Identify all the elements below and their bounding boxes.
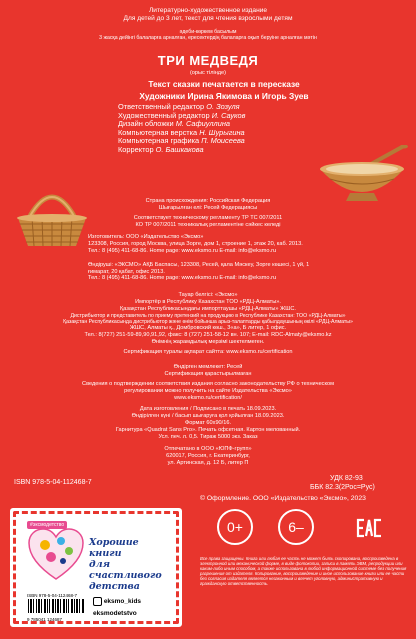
instagram-icon (93, 597, 102, 606)
promo-card (10, 508, 182, 627)
subtitle: (орыс тілінде) (189, 70, 227, 76)
print-info-line: Гарнитура «Quadrat Sans Pro». Печать офсетная. Картон мелованный. (115, 427, 301, 433)
retelling-note: Текст сказки печатается в пересказе (148, 79, 300, 89)
printer-line: ул. Артинская, д. 12 Б, литер П (167, 460, 249, 466)
credit-row: Компьютерная графика П. Моисеева (118, 136, 245, 146)
promo-handle-site: eksmodetstvo (93, 610, 137, 617)
manufacturer-l2: 123308, Россия, город Москва, улица Зорге, дом 1, строение 1, этаж 20, каб. 2013. (88, 241, 303, 247)
bowl-illustration (316, 145, 408, 203)
artists-line: Художники Ирина Якимова и Игорь Зуев (139, 91, 309, 101)
print-info-line: Дата изготовления / Подписано в печать 18.09.2023. (139, 406, 277, 412)
promo-barcode-digits: 9 785041 124687 (27, 617, 63, 622)
importer-line: Қазақстан Республикасындағы импорттаушы «РДЦ-Алматы» ЖШС. (120, 306, 296, 312)
age-rating-badge: 0+ (217, 509, 253, 545)
legal-disclaimer: Все права защищены. Книга или любая ее часть не может быть скопирована, воспроизведена в электронной или механической форме, в виде фотокопии, записи в память ЭВМ, репродукции или каким-либо иным способом, а также использована в любой информационной системе без получения разрешения от издателя. Копирование, воспроизведение и иное использование книги или ее части без согласия издателя является незаконным и влечет уголовную, административную и гражданскую ответственность. (200, 556, 407, 587)
importer-line: Өнімнің жарамдылық мерзімі шектелмеген. (151, 339, 265, 345)
origin-kz: Шығарылған елі: Ресей Федерациясы (158, 205, 258, 211)
compliance-l2: КО ТР 007/2011 техникалық регламентіне сәйкес келеді (135, 222, 281, 228)
importer-line: Қазақстан Республикасында дистрибьютор және өнім бойынша арыз-талаптарды қабылдаушының өкілі «РДЦ-Алматы» (63, 319, 353, 325)
certification-not-required: Сертификация қарастырылмаған (164, 371, 252, 377)
importer-line: Тауар белгісі: «Эксмо» (178, 292, 238, 298)
age-rating-badge: 6– (278, 509, 314, 545)
print-info-line: Өндірілген күні / басып шығаруға қол қойылған 18.09.2023. (131, 413, 285, 419)
credit-row: Компьютерная верстка Н. Шурыгина (118, 127, 245, 137)
importer-line: Тел.: 8(727) 251-59-89,90,91,92, факс: 8 (727) 251-58-12 вн. 107; E-mail: RDC-Almaty@eksmo.kz (84, 332, 332, 338)
udk: УДК 82-93 (330, 475, 363, 482)
credits-block (118, 103, 246, 155)
compliance-l1: Соответствует техническому регламенту ТР ТС 007/2011 (133, 215, 283, 221)
printer-line: 620017, Россия, г. Екатеринбург, (166, 453, 250, 459)
copyright: © Оформление. ООО «Издательство «Эксмо», 2023 (200, 495, 366, 502)
printer-line: Отпечатано в ООО «ЮПФ-групп» (164, 446, 252, 452)
importer-line: Импортёр в Республику Казахстан ТОО «РДЦ-Алматы». (135, 299, 281, 305)
credit-row: Художественный редактор И. Сауков (118, 110, 246, 120)
header-line1: Литературно-художественное издание (148, 7, 268, 14)
origin-ru: Страна происхождения: Российская Федерация (145, 198, 271, 204)
importer-line: Дистрибьютор и представитель по приему претензий на продукцию в Республике Казахстан: ТОО «РДЦ-Алматы» (70, 313, 346, 319)
production-country: Өндірген мемлекет: Ресей (173, 364, 243, 370)
manufacturer-kz-contacts: Тел.: 8 (495) 411-68-86. Home page: www.eksmo.ru E-mail: info@eksmo.ru (88, 275, 277, 281)
importer-line: ЖШС, Алматы қ., Домбровский көш., 3«а», Б литер, 1 офис. (129, 325, 287, 331)
manufacturer-l1: Изготовитель: ООО «Издательство «Эксмо» (88, 234, 204, 240)
isbn: ISBN 978-5-04-112468-7 (14, 479, 92, 486)
promo-card-inner (19, 517, 173, 622)
heart-icon (27, 527, 85, 581)
confirmation-line: Сведения о подтверждении соответствия издания согласно законодательству РФ о техническом (82, 381, 334, 387)
confirmation-line: регулировании можно получить на сайте Издательства «Эксмо» (124, 388, 292, 394)
manufacturer-contacts: Тел.: 8 (495) 411-68-86. Home page: www.eksmo.ru E-mail: info@eksmo.ru (88, 248, 277, 254)
header-line2: Для детей до 3 лет, текст для чтения взрослыми детям (123, 15, 293, 22)
promo-isbn: ISBN 978-5-04-112468-7 (27, 593, 77, 598)
promo-handle-instagram: eksmo_kids (93, 597, 141, 606)
promo-barcode (27, 599, 85, 617)
certification-line: Сертификация туралы ақпарат сайтта: www.eksmo.ru/certification (123, 349, 293, 355)
credit-row: Ответственный редактор О. Зозуля (118, 102, 240, 111)
confirmation-url: www.eksmo.ru/certification/ (174, 395, 242, 401)
header-kz1: әдеби-көркем басылым (179, 29, 237, 35)
credit-row: Дизайн обложки М. Сафиуллина (118, 119, 231, 129)
manufacturer-kz: Өндіруші: «ЭКСМО» АҚБ Баспасы, 123308, Ресей, қала Мәскеу, Зорге көшесі, 1 үй, 1 ғимарат, 20 қабат, офис 2013. (88, 262, 310, 275)
print-info-line: Усл. печ. л. 0,5. Тираж 5000 экз. Заказ (158, 434, 258, 440)
bbk: ББК 82.3(2Рос=Рус) (310, 484, 375, 491)
print-info-line: Формат 60х90/16. (185, 420, 231, 426)
header-kz2: 3 жасқа дейінгі балаларға арналған, ересектердің балаларға оқып беруіне арналған мәтін (99, 35, 317, 41)
book-title: ТРИ МЕДВЕДЯ (157, 53, 259, 68)
credit-row: Корректор О. Башкакова (118, 144, 204, 154)
hashtag-badge: #эксмодетство (27, 521, 67, 529)
eac-mark-icon (356, 515, 382, 541)
promo-slogan: Хорошие книги для счастливого детства (89, 537, 162, 592)
